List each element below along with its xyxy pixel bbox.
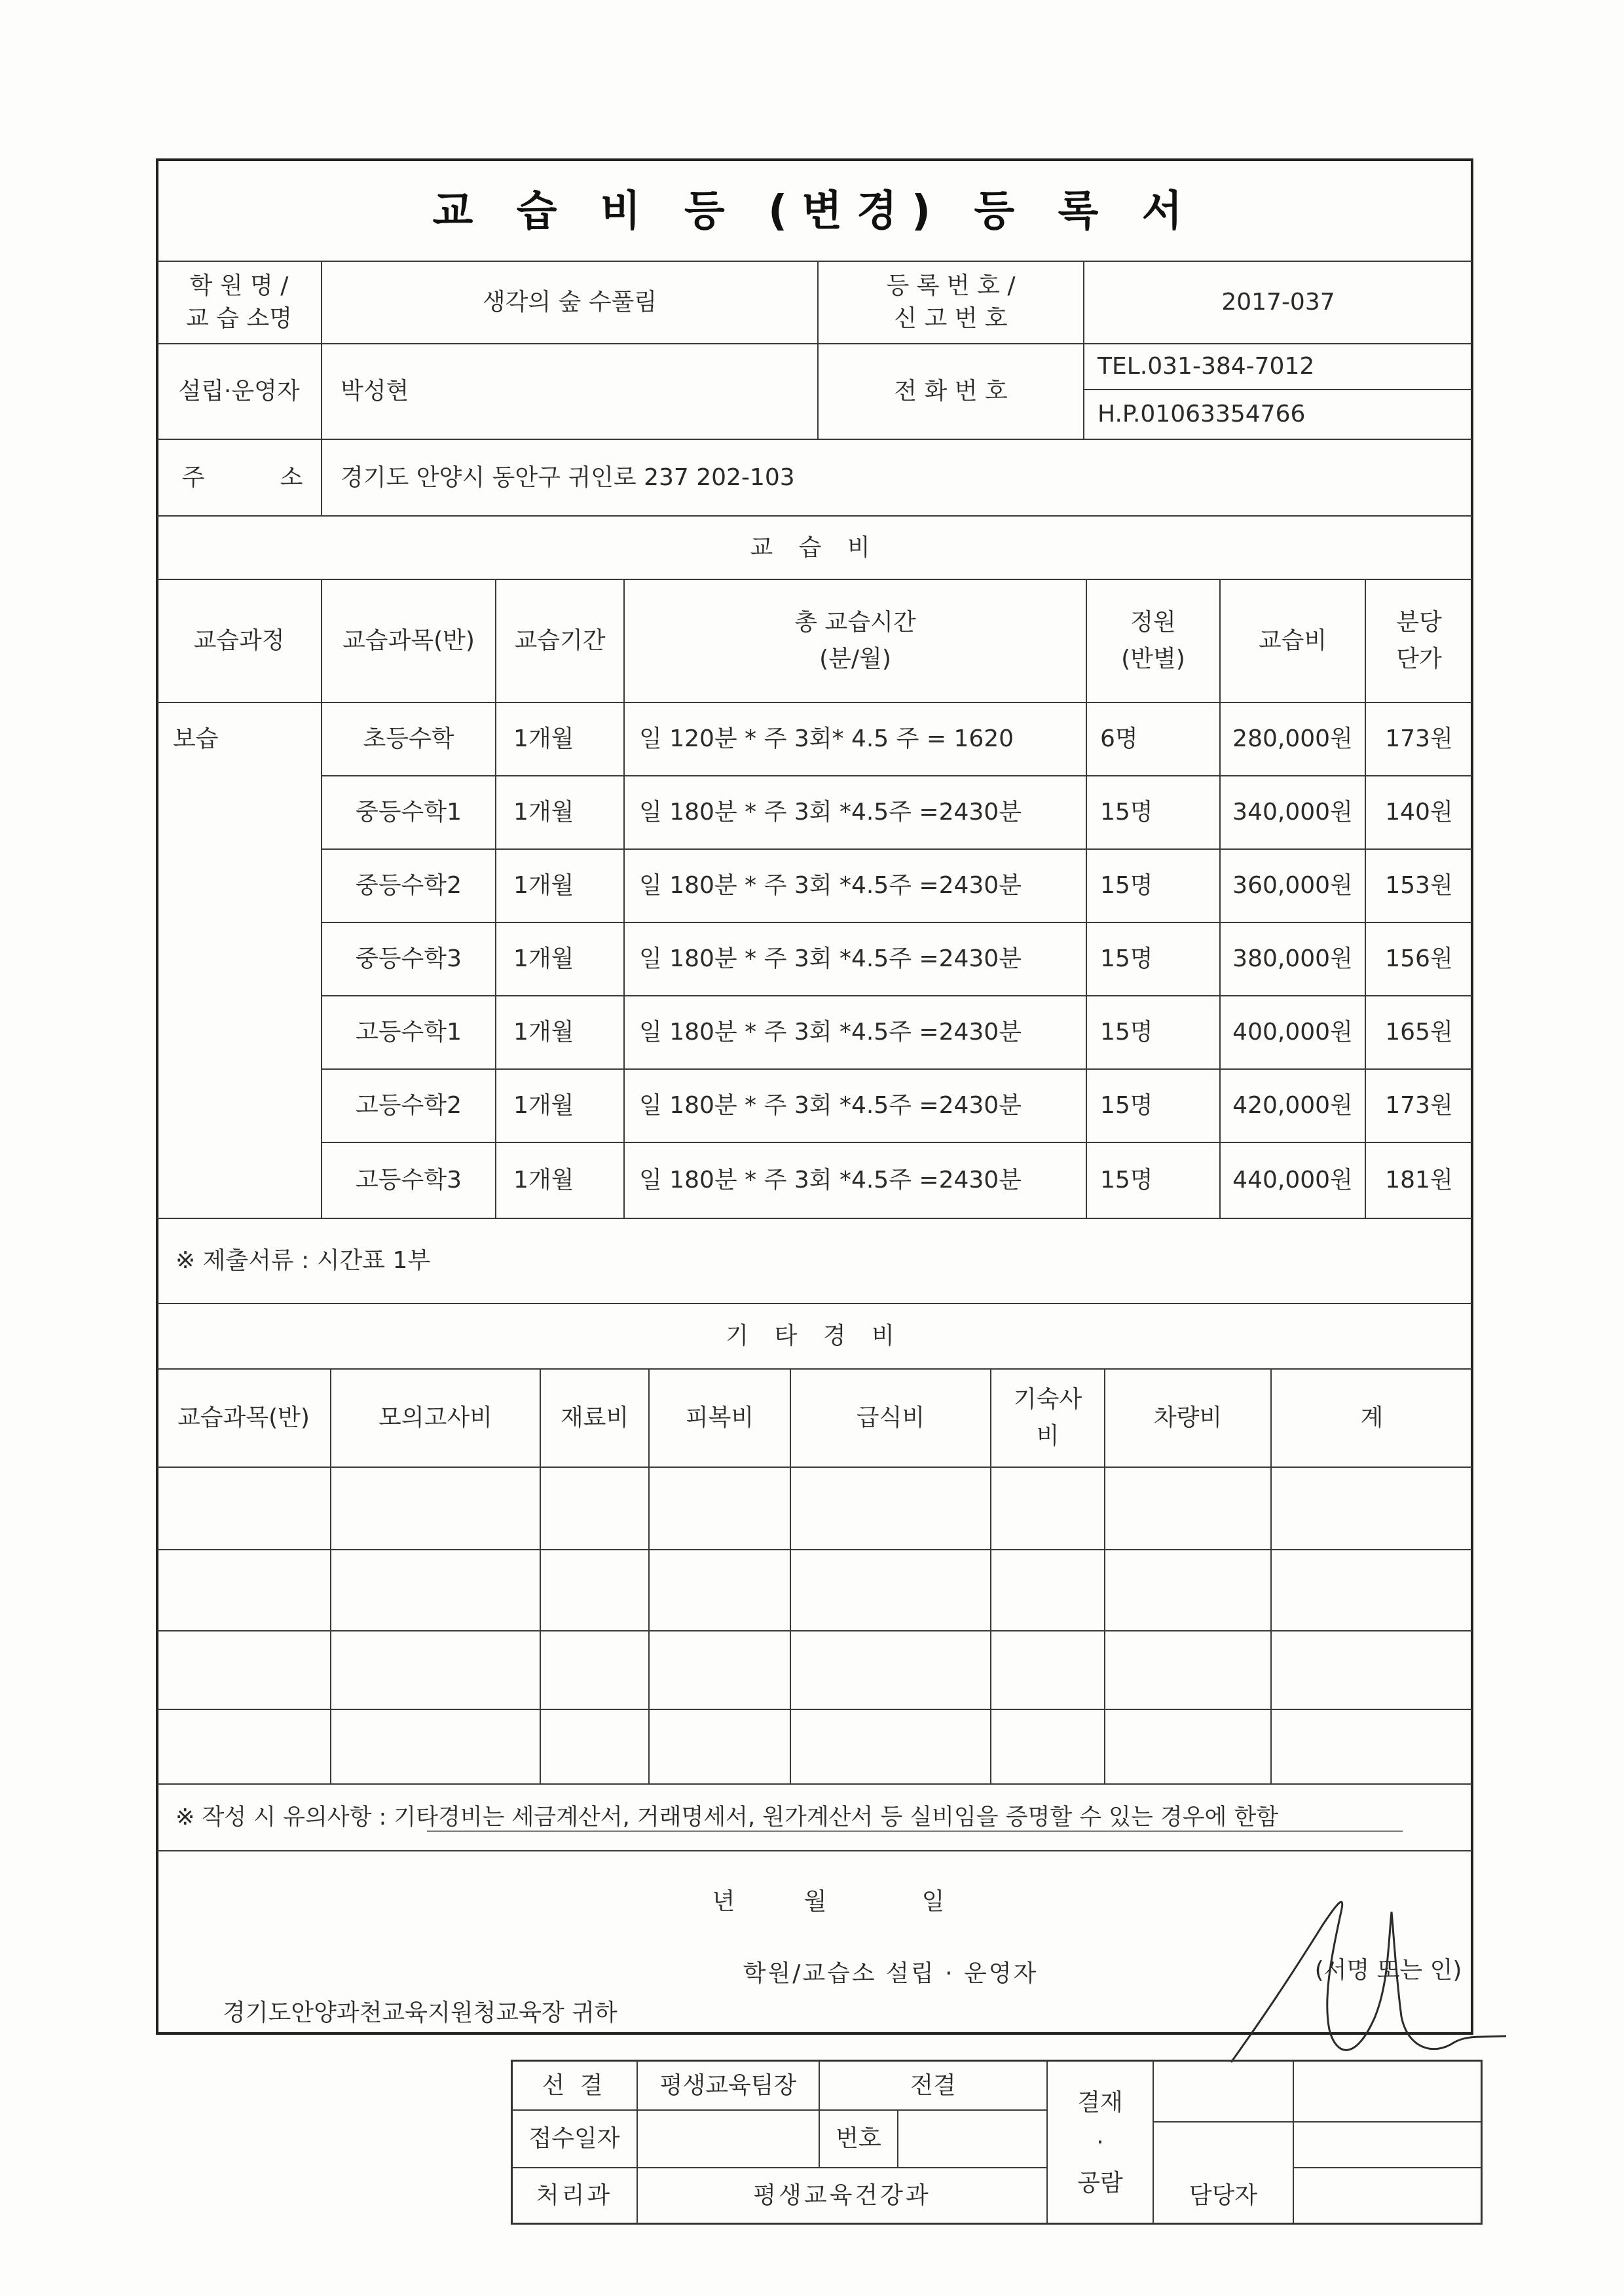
registration-no-label: 등 록 번 호 / 신 고 번 호 [886, 272, 1016, 332]
other-header-meals: 급식비 [856, 1404, 925, 1432]
tuition-cell-fee: 280,000원 [1232, 725, 1353, 753]
hp-value: H.P.01063354766 [1098, 401, 1306, 428]
tuition-cell-period: 1개월 [513, 799, 574, 826]
other-header-total: 계 [1360, 1404, 1384, 1432]
tuition-header-capacity: 정원 (반별) [1121, 609, 1185, 672]
tuition-cell-period: 1개월 [513, 872, 574, 900]
tuition-cell-period: 1개월 [513, 725, 574, 753]
address-value: 경기도 안양시 동안구 귀인로 237 202-103 [341, 464, 795, 491]
tuition-cell-per-minute: 173원 [1385, 725, 1453, 753]
tuition-cell-per-minute: 165원 [1385, 1019, 1453, 1046]
routing-number-label: 번호 [836, 2125, 881, 2153]
tuition-header-period: 교습기간 [514, 627, 606, 655]
date-month: 월 [803, 1888, 827, 1916]
tuition-cell-per-minute: 156원 [1385, 945, 1453, 973]
tuition-cell-hours: 일 180분 * 주 3회 *4.5주 =2430분 [639, 872, 1022, 900]
tuition-cell-capacity: 15명 [1100, 1019, 1153, 1046]
tuition-section-title: 교 습 비 [750, 534, 879, 561]
tuition-cell-capacity: 15명 [1100, 945, 1153, 973]
tuition-cell-subject: 고등수학1 [355, 1019, 462, 1046]
tuition-cell-hours: 일 120분 * 주 3회* 4.5 주 = 1620 [639, 725, 1014, 753]
tuition-cell-capacity: 15명 [1100, 1167, 1153, 1194]
routing-received-date-label: 접수일자 [528, 2125, 620, 2153]
tuition-cell-capacity: 15명 [1100, 1092, 1153, 1120]
tuition-header-course: 교습과정 [193, 627, 285, 655]
sign-or-seal-mark: (서명 또는 인) [1314, 1957, 1462, 1984]
tuition-header-subject: 교습과목(반) [342, 627, 475, 655]
other-header-dormitory: 기숙사 비 [1013, 1386, 1082, 1449]
founder-label: 설립·운영자 [178, 378, 300, 405]
tuition-cell-capacity: 15명 [1100, 799, 1153, 826]
tuition-header-hours: 총 교습시간 (분/월) [794, 609, 916, 672]
academy-name-label: 학 원 명 / 교 습 소명 [186, 272, 292, 332]
tuition-header-per-minute: 분당 단가 [1396, 609, 1442, 672]
form-title: 교 습 비 등 (변경) 등 록 서 [432, 187, 1197, 236]
tuition-cell-hours: 일 180분 * 주 3회 *4.5주 =2430분 [639, 1167, 1022, 1194]
address-label-a: 주 [181, 464, 205, 491]
tuition-cell-period: 1개월 [513, 1092, 574, 1120]
other-header-subject: 교습과목(반) [177, 1404, 310, 1432]
tuition-cell-per-minute: 153원 [1385, 872, 1453, 900]
handwritten-signature [1225, 1866, 1519, 2075]
other-costs-section-title: 기 타 경 비 [726, 1322, 904, 1350]
other-header-uniform: 피복비 [685, 1404, 754, 1432]
routing-dept-value: 평생교육건강과 [753, 2182, 931, 2210]
tuition-cell-subject: 중등수학1 [355, 799, 462, 826]
routing-final: 전결 [910, 2072, 956, 2100]
tuition-cell-period: 1개월 [513, 1167, 574, 1194]
submission-note: ※ 제출서류 : 시간표 1부 [175, 1247, 431, 1275]
tuition-cell-subject: 고등수학2 [355, 1092, 462, 1120]
tuition-cell-fee: 340,000원 [1232, 799, 1353, 826]
date-day: 일 [921, 1888, 945, 1916]
routing-decision-label: 선 결 [542, 2072, 607, 2100]
address-label-b: 소 [280, 464, 303, 491]
tuition-cell-hours: 일 180분 * 주 3회 *4.5주 =2430분 [639, 1092, 1022, 1120]
signer-label: 학원/교습소 설립 · 운영자 [743, 1960, 1039, 1988]
tuition-cell-fee: 440,000원 [1232, 1167, 1353, 1194]
other-header-mock-exam: 모의고사비 [378, 1404, 492, 1432]
date-year: 년 [712, 1888, 735, 1916]
tuition-cell-per-minute: 173원 [1385, 1092, 1453, 1120]
tuition-cell-fee: 360,000원 [1232, 872, 1353, 900]
tuition-cell-period: 1개월 [513, 1019, 574, 1046]
tuition-cell-fee: 400,000원 [1232, 1019, 1353, 1046]
tuition-cell-hours: 일 180분 * 주 3회 *4.5주 =2430분 [639, 799, 1022, 826]
tuition-cell-per-minute: 140원 [1385, 799, 1453, 826]
other-header-materials: 재료비 [560, 1404, 629, 1432]
routing-dept-label: 처리과 [536, 2182, 613, 2210]
recipient-line: 경기도안양과천교육지원청교육장 귀하 [223, 1999, 618, 2027]
tuition-cell-period: 1개월 [513, 945, 574, 973]
note-underline [427, 1831, 1403, 1832]
tuition-cell-fee: 420,000원 [1232, 1092, 1353, 1120]
tuition-header-fee: 교습비 [1258, 627, 1327, 655]
phone-label: 전 화 번 호 [894, 378, 1008, 405]
tuition-cell-course: 보습 [173, 725, 219, 753]
tuition-cell-subject: 고등수학3 [355, 1167, 462, 1194]
routing-team-lead: 평생교육팀장 [659, 2072, 797, 2100]
tuition-cell-subject: 중등수학2 [355, 872, 462, 900]
tuition-cell-per-minute: 181원 [1385, 1167, 1453, 1194]
tuition-cell-capacity: 6명 [1100, 725, 1138, 753]
founder-value: 박성현 [341, 378, 409, 405]
tel-value: TEL.031-384-7012 [1098, 353, 1315, 380]
routing-approval-label: 결재 · 공람 [1077, 2089, 1123, 2196]
routing-officer-label: 담당자 [1189, 2182, 1258, 2210]
tuition-cell-subject: 중등수학3 [355, 945, 462, 973]
other-costs-note: ※ 작성 시 유의사항 : 기타경비는 세금계산서, 거래명세서, 원가계산서 등 실비임을 증명할 수 있는 경우에 한함 [175, 1804, 1279, 1831]
tuition-cell-subject: 초등수학 [363, 725, 454, 753]
tuition-cell-fee: 380,000원 [1232, 945, 1353, 973]
tuition-cell-capacity: 15명 [1100, 872, 1153, 900]
tuition-cell-hours: 일 180분 * 주 3회 *4.5주 =2430분 [639, 945, 1022, 973]
tuition-cell-hours: 일 180분 * 주 3회 *4.5주 =2430분 [639, 1019, 1022, 1046]
academy-name-value: 생각의 숲 수풀림 [482, 289, 657, 316]
registration-no-value: 2017-037 [1221, 289, 1335, 316]
other-header-vehicle: 차량비 [1153, 1404, 1223, 1432]
